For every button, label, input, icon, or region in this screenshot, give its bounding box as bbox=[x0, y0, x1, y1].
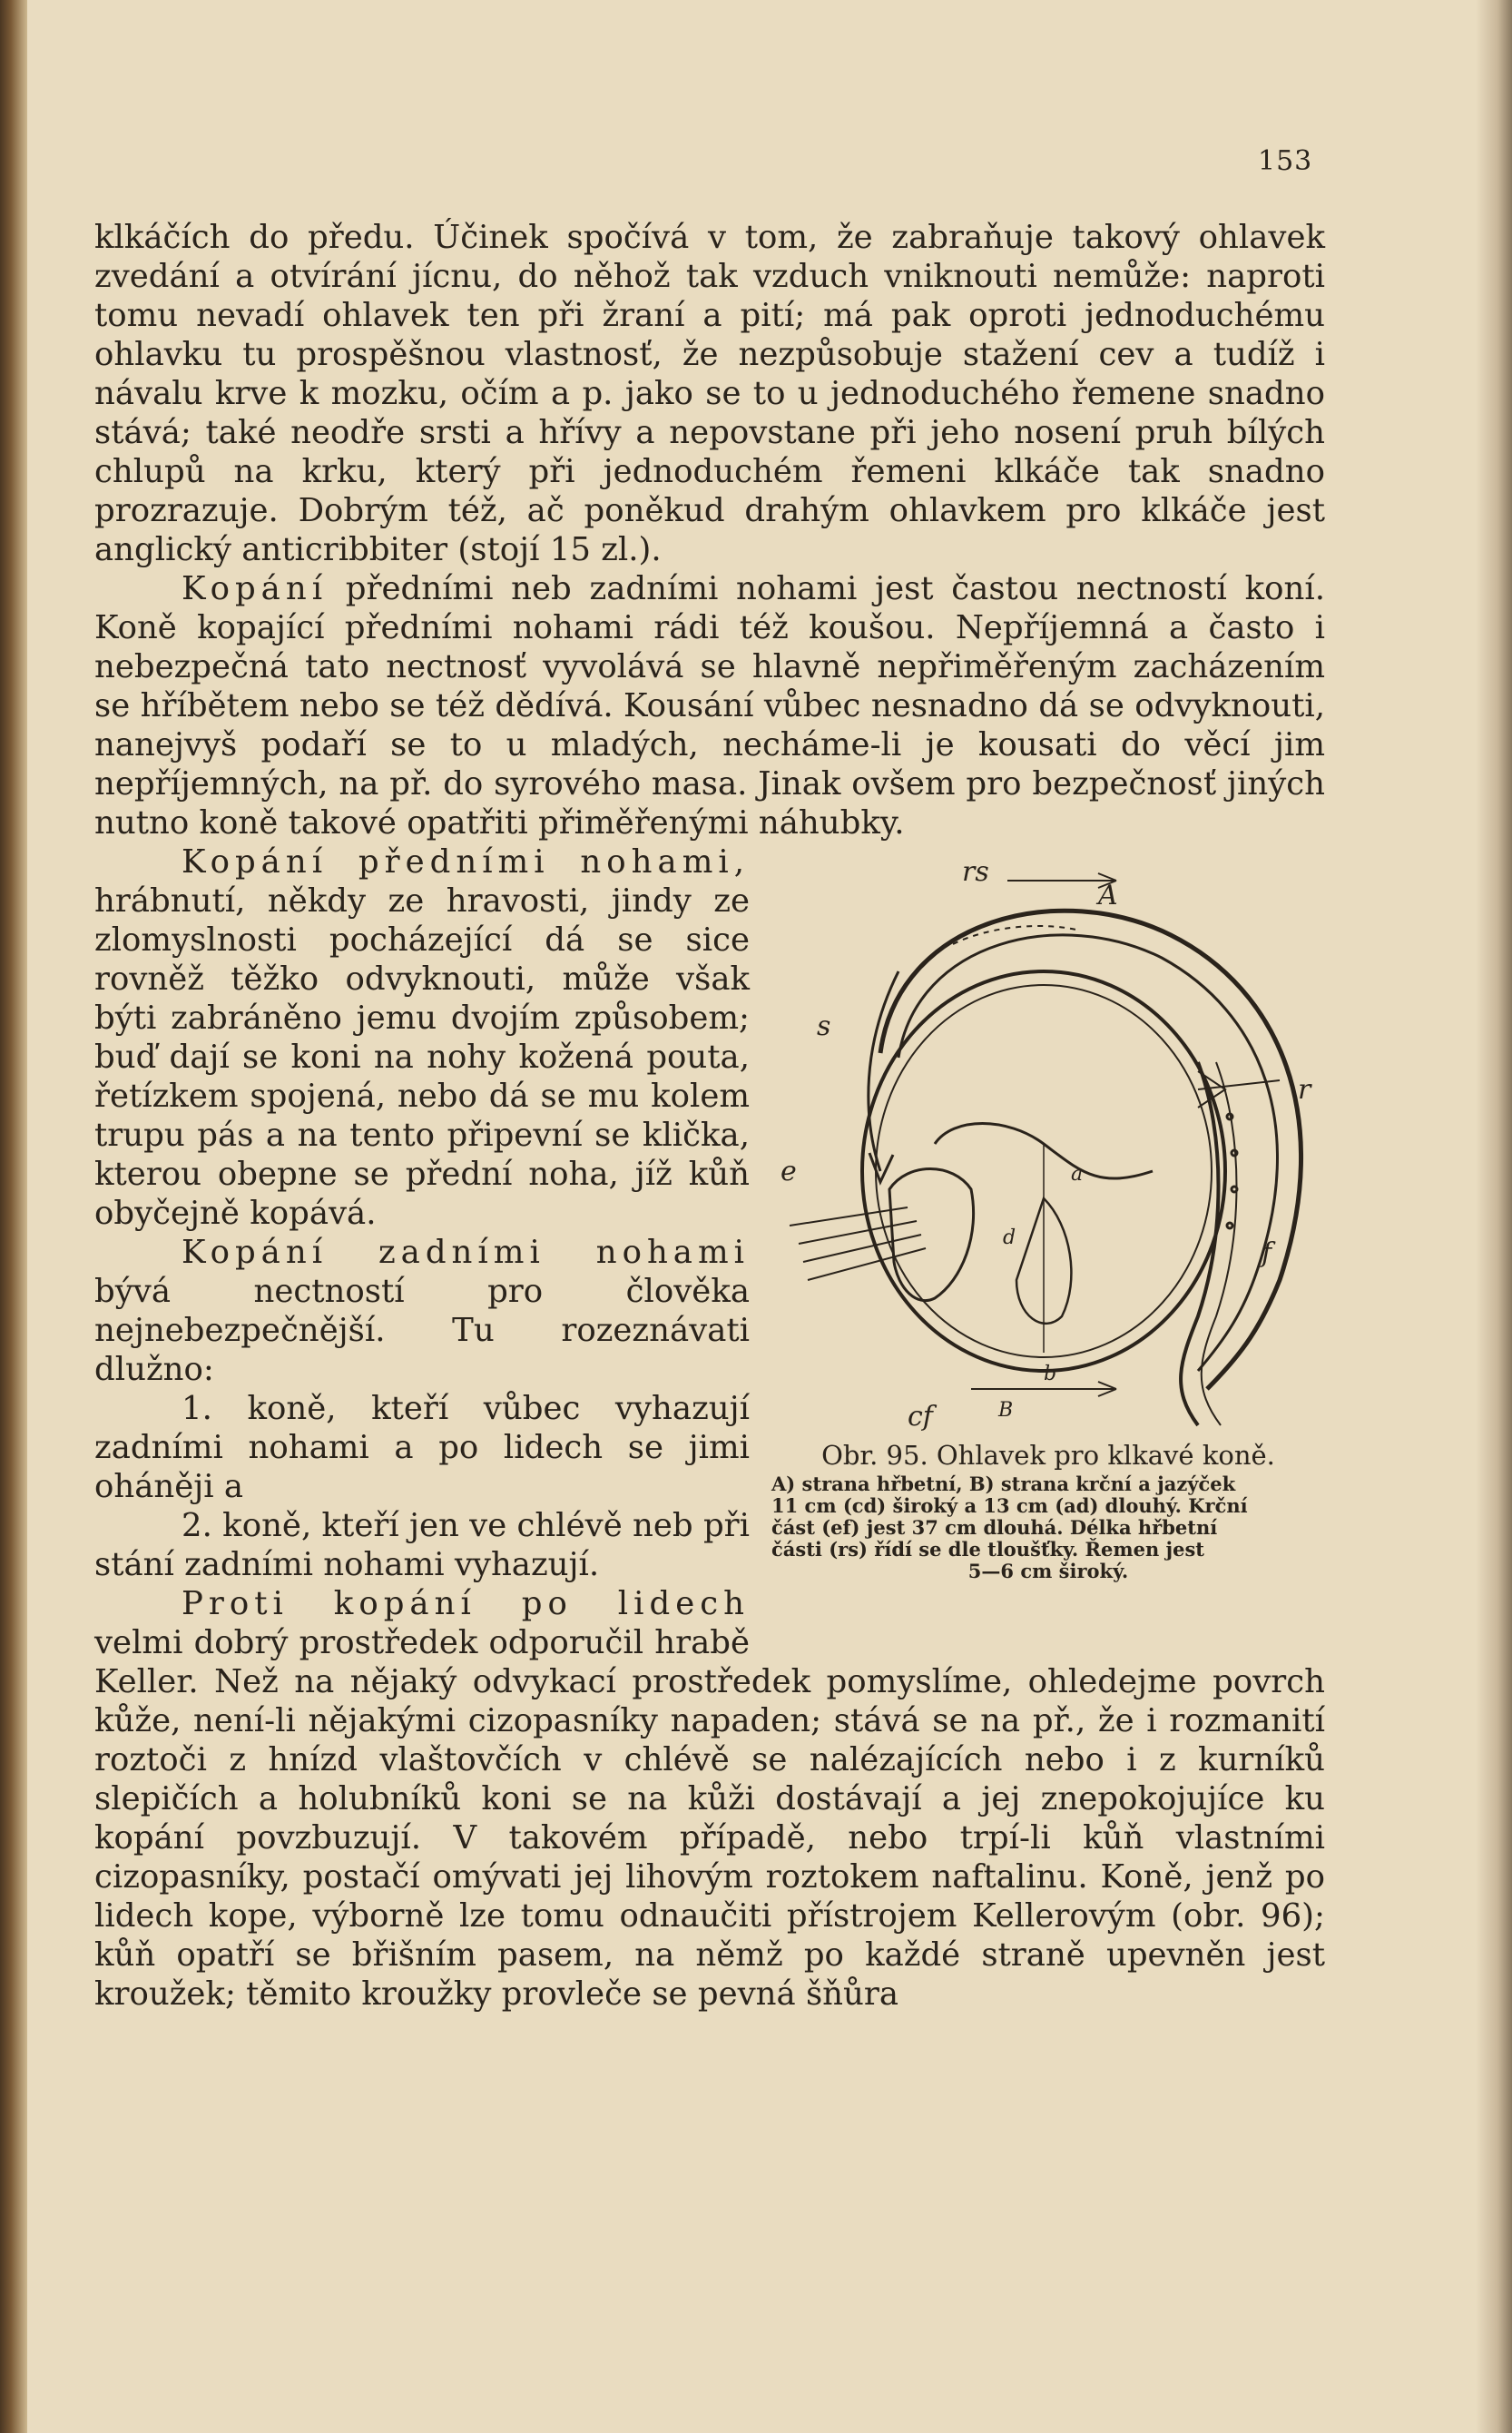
label-f: f bbox=[1262, 1237, 1272, 1269]
label-r: r bbox=[1298, 1074, 1311, 1106]
caption-line: 5—6 cm široký. bbox=[967, 1560, 1129, 1582]
label-d: d bbox=[1003, 1226, 1016, 1249]
figure-caption bbox=[771, 1440, 1325, 1582]
label-a: a bbox=[1071, 1163, 1084, 1186]
spaced-term-kopani: Kopání bbox=[182, 570, 329, 607]
paragraph-kopani bbox=[94, 569, 1325, 842]
caption-body bbox=[771, 1473, 1325, 1582]
book-spine-shadow bbox=[0, 0, 27, 2433]
spaced-term-proti: Proti kopání po lidech bbox=[182, 1585, 750, 1622]
list-item-1: 1. koně, kteří vůbec vyhazují zadními nohami a po lidech se jimi oháněji a bbox=[94, 1390, 750, 1505]
label-B: B bbox=[998, 1399, 1014, 1422]
label-e: e bbox=[781, 1156, 797, 1187]
caption-line: část (ef) jest 37 cm dlouhá. Délka hřbetní bbox=[771, 1516, 1218, 1539]
label-b: b bbox=[1044, 1363, 1057, 1385]
caption-line: A) strana hřbetní, B) strana krční a jazýček bbox=[771, 1473, 1236, 1495]
paragraph-kopani-text: předními neb zadními nohami jest častou nectností koní. Koně kopající předními nohami rádi též koušou. Nepříjemná a často i nebezpečná tato nectnosť vyvolává se hlavně nepřiměřeným zacházením se hříbětem nebo se též dědívá. Kousání vůbec nesnadno dá se odvyknouti, nanejvyš podaří se to u mladých, necháme-li je kousati do věcí jim nepříjemných, na př. do syrového masa. Jinak ovšem pro bezpečnosť jiných nutno koně takové opatřiti přiměřenými náhubky. bbox=[94, 570, 1325, 842]
spaced-term-zadni: Kopání zadními nohami bbox=[182, 1234, 750, 1271]
spaced-term-predni: Kopání předními nohami, bbox=[182, 843, 750, 881]
main-text bbox=[94, 218, 1325, 2014]
halter-illustration bbox=[771, 844, 1325, 1443]
paragraph-proti bbox=[94, 1584, 1325, 2014]
page-edge bbox=[1476, 0, 1512, 2433]
label-cf: cf bbox=[908, 1401, 933, 1433]
page-number: 153 bbox=[1258, 145, 1313, 177]
caption-title: Obr. 95. Ohlavek pro klkavé koně. bbox=[821, 1440, 1275, 1471]
caption-line: 11 cm (cd) široký a 13 cm (ad) dlouhý. Krční bbox=[771, 1494, 1248, 1517]
paragraph-predni-text: hrábnutí, někdy ze hravosti, jindy ze zlomyslnosti pocházející dá se sice rovněž těžko odvyknouti, může však býti zabráněno jemu dvojím způsobem; buď dají se koni na nohy kožená pouta, řetízkem spojená, nebo dá se mu kolem trupu pás a na tento připevní se klička, kterou obepne se přední noha, jíž kůň obyčejně kopává. bbox=[94, 882, 750, 1232]
paragraph-zadni-text: bývá nectností pro člověka nejnebezpečnější. Tu rozeznávati dlužno: bbox=[94, 1273, 750, 1388]
label-A: A bbox=[1098, 880, 1118, 911]
figure-95 bbox=[771, 844, 1325, 1625]
paragraph-proti-text: velmi dobrý prostředek odporučil hrabě Keller. Než na nějaký odvykací prostředek pomyslíme, ohledejme povrch kůže, není-li nějakými cizopasníky napaden; stává se na př., že i rozmanití roztoči z hnízd vlaštovčích v chlévě se nalézajících nebo i z kurníků slepičích a holubníků koni se na kůži dostávají a jej znepokojujíce ku kopání povzbuzují. V takovém případě, nebo trpí-li kůň vlastními cizopasníky, postačí omývati jej lihovým roztokem naftalinu. Koně, jenž po lidech kope, výborně lze tomu odnaučiti přístrojem Kellerovým (obr. 96); kůň opatří se břišním pasem, na němž po každé straně upevněn jest kroužek; těmito kroužky provleče se pevná šňůra bbox=[94, 1624, 1325, 2013]
paragraph-intro: klkáčích do předu. Účinek spočívá v tom, že zabraňuje takový ohlavek zvedání a otvírání jícnu, do něhož tak vzduch vniknouti nemůže: naproti tomu nevadí ohlavek ten při žraní a pití; má pak oproti jednoduchému ohlavku tu prospěšnou vlastnosť, že nezpůsobuje stažení cev a tudíž i návalu krve k mozku, očím a p. jako se to u jednoduchého řemene snadno stává; také neodře srsti a hřívy a nepovstane při jeho nosení pruh bílých chlupů na krku, který při jednoduchém řemeni klkáče tak snadno prozrazuje. Dobrým též, ač poněkud drahým ohlavkem pro klkáče jest anglický anticribbiter (stojí 15 zl.). bbox=[94, 219, 1325, 568]
caption-line: části (rs) řídí se dle tloušťky. Řemen jest bbox=[771, 1538, 1205, 1561]
label-rs: rs bbox=[962, 856, 989, 888]
list-item-2: 2. koně, kteří jen ve chlévě neb při stání zadními nohami vyhazují. bbox=[94, 1507, 750, 1583]
label-s: s bbox=[817, 1010, 831, 1042]
